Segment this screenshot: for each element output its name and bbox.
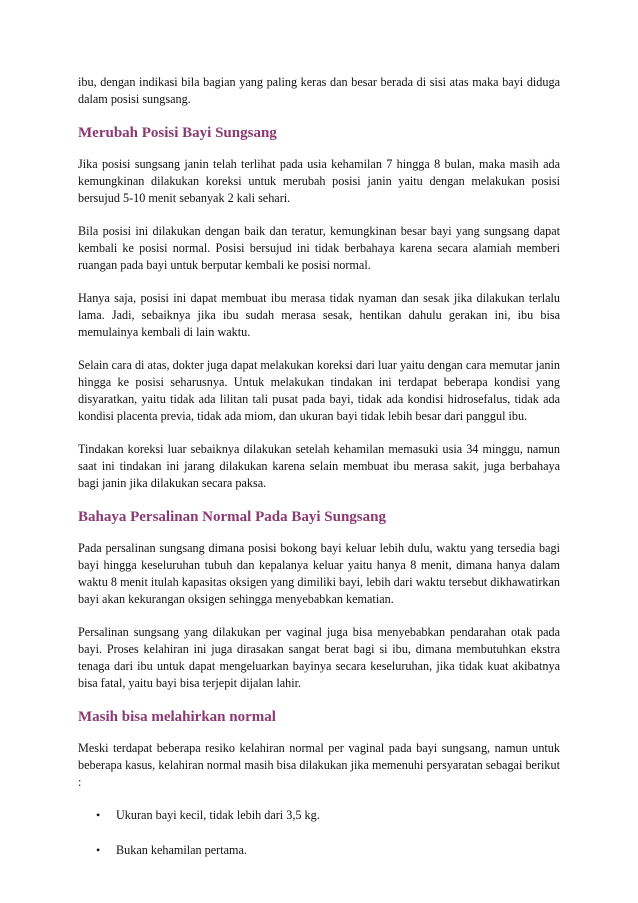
list-item-text: Bukan kehamilan pertama. — [116, 843, 247, 857]
list-item — [78, 842, 560, 859]
section2-paragraph-1: Pada persalinan sungsang dimana posisi bokong bayi keluar lebih dulu, waktu yang tersedia bagi bayi hingga keseluruhan tubuh dan kepalanya keluar yaitu hanya 8 menit, dimana hanya dalam waktu 8 menit itulah kapasitas oksigen yang dimiliki bayi, lebih dari waktu tersebut dikhawatirkan bayi akan kekurangan oksigen sehingga menyebabkan kematian. — [78, 541, 560, 606]
section-heading-bahaya-persalinan: Bahaya Persalinan Normal Pada Bayi Sungsang — [78, 509, 386, 525]
section1-paragraph-5: Tindakan koreksi luar sebaiknya dilakukan setelah kehamilan memasuki usia 34 minggu, namun saat ini tindakan ini jarang dilakukan karena selain membuat ibu merasa sakit, juga berbahaya bagi janin jika dilakukan secara paksa. — [78, 442, 560, 490]
section3-paragraph-1: Meski terdapat beberapa resiko kelahiran normal per vaginal pada bayi sungsang, namun untuk beberapa kasus, kelahiran normal masih bisa dilakukan jika memenuhi persyaratan sebagai berikut : — [78, 741, 560, 789]
section1-paragraph-2: Bila posisi ini dilakukan dengan baik dan teratur, kemungkinan besar bayi yang sungsang dapat kembali ke posisi normal. Posisi bersujud ini tidak berbahaya karena secara alamiah memberi ruangan pada bayi untuk berputar kembali ke posisi normal. — [78, 224, 560, 272]
intro-paragraph: ibu, dengan indikasi bila bagian yang paling keras dan besar berada di sisi atas maka bayi diduga dalam posisi sungsang. — [78, 75, 560, 106]
section1-paragraph-4: Selain cara di atas, dokter juga dapat melakukan koreksi dari luar yaitu dengan cara memutar janin hingga ke posisi seharusnya. Untuk melakukan tindakan ini terdapat beberapa kondisi yang disyaratkan, yaitu tidak ada lilitan tali pusat pada bayi, tidak ada kondisi hidrosefalus, tidak ada kondisi placenta previa, tidak ada miom, dan ukuran bayi tidak lebih besar dari panggul ibu. — [78, 358, 560, 423]
section1-paragraph-3: Hanya saja, posisi ini dapat membuat ibu merasa tidak nyaman dan sesak jika dilakukan terlalu lama. Jadi, sebaiknya jika ibu sudah merasa sesak, hentikan dahulu gerakan ini, ibu bisa memulainya kembali di lain waktu. — [78, 291, 560, 339]
bullet-icon: • — [96, 843, 101, 857]
section1-paragraph-1: Jika posisi sungsang janin telah terlihat pada usia kehamilan 7 hingga 8 bulan, maka masih ada kemungkinan dilakukan koreksi untuk merubah posisi janin yaitu dengan melakukan posisi bersujud 5-10 menit sebanyak 2 kali sehari. — [78, 157, 560, 205]
list-item-text: Ukuran bayi kecil, tidak lebih dari 3,5 kg. — [116, 808, 320, 822]
section-heading-masih-bisa-normal: Masih bisa melahirkan normal — [78, 709, 276, 725]
section-heading-merubah-posisi: Merubah Posisi Bayi Sungsang — [78, 125, 277, 141]
requirements-list — [78, 807, 560, 859]
list-item — [78, 807, 560, 824]
bullet-icon: • — [96, 808, 101, 822]
section2-paragraph-2: Persalinan sungsang yang dilakukan per vaginal juga bisa menyebabkan pendarahan otak pada bayi. Proses kelahiran ini juga dirasakan sangat berat bagi si ibu, dimana membutuhkan ekstra tenaga dari ibu untuk dapat mengeluarkan bayinya secara keseluruhan, jika tidak kuat akibatnya bisa fatal, yaitu bayi bisa terjepit dijalan lahir. — [78, 625, 560, 690]
